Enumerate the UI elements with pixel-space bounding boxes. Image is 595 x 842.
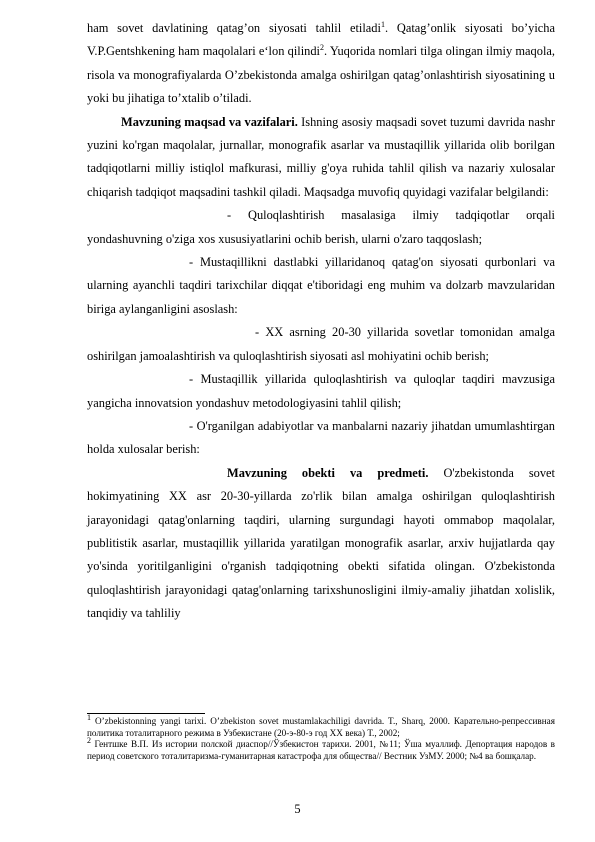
text-run: . Qatag’onlik siyosati bo’yicha V.P.Gentshkening ham maqolalari e‘lon qilindi <box>87 21 555 59</box>
task-item-3: - XX asrning 20-30 yillarida sovetlar tomonidan amalga oshirilgan jamoalashtirish va quloqlashtirish siyosati asl mohiyatini ochib berish; <box>87 325 555 363</box>
footnote-1 <box>87 712 555 739</box>
paragraph-goals <box>87 111 555 205</box>
section-heading-goals: Mavzuning maqsad va vazifalari. <box>121 114 298 129</box>
footnote-number: 2 <box>87 736 91 746</box>
footnotes <box>87 712 555 762</box>
task-item-5: - O'rganilgan adabiyotlar va manbalarni nazariy jihatdan umumlashtirgan holda xulosalar berish: <box>87 418 555 457</box>
task-item-2: - Mustaqillikni dastlabki yillaridanoq qatag'on siyosati qurbonlari va ularning ayanchli taqdiri tarixchilar diqqat e'tiboridagi eng muhim va dolzarb mavzularidan biriga aylanganligini asoslash: <box>87 255 555 316</box>
footnote-number: 1 <box>87 712 91 722</box>
task-item-4: - Mustaqillik yillarida quloqlashtirish va quloqlar taqdiri mavzusiga yangicha innovatsion yondashuv metodologiyasini tahlil qilish; <box>87 372 555 410</box>
footnote-text: O’zbekistonning yangi tarixi. O’zbekiston sovet mustamlakachiligi davrida. T., Sharq, 2000. Карательно-репрессивная политика тоталитарного режима в Узбекистане (20-э-80-э год ХХ века) Т., 2002; <box>87 716 555 738</box>
paragraph-object <box>87 462 555 626</box>
paragraph-intro <box>87 17 555 111</box>
document-body <box>87 17 555 626</box>
section-heading-object: Mavzuning obekti va predmeti. <box>227 465 429 480</box>
footnote-text: Гентшке В.П. Из истории полской диаспор//Ўзбекистон тарихи. 2001, №11; Ўша муаллиф. Депортация народов в период советского тоталитаризма-гуманитарная катастрофа для общества// Вестник УзМУ. 2000; №4 ва бошқалар. <box>87 739 555 761</box>
footnote-ref-2[interactable]: 2 <box>320 43 324 53</box>
footnote-divider <box>87 713 205 714</box>
page-number: 5 <box>294 802 301 816</box>
text-run: O'zbekistonda sovet hokimyatining XX asr 20-30-yillarda zo'rlik bilan amalga oshirilgan quloqlashtirish jarayonidagi qatag'onlarning taqdiri, ularning surgundagi hayoti ommabop maqolalar, publitistik asarlar, mustaqillik yillarida yaratilgan monografik asarlar, arxiv hujjatlarda qay yo'sinda yoritilganligini o'rganish tadqiqotning obekti sifatida olingan. O'zbekistonda quloqlashtirish jarayonidagi qatag'onlarning tarixshunosligini ilmiy-amaliy jihatdan xolislik, tanqidiy va tahliliy <box>87 465 555 621</box>
task-item-1: - Quloqlashtirish masalasiga ilmiy tadqiqotlar orqali yondashuvning o'ziga xos xususiyatlarini ochib berish, ularni o'zaro taqqoslash; <box>87 208 555 246</box>
text-run: ham sovet davlatining qatag’on siyosati tahlil etiladi <box>87 21 381 35</box>
footnote-ref-1[interactable]: 1 <box>380 19 385 29</box>
footnote-2 <box>87 736 555 762</box>
text-run: Ishning asosiy maqsadi sovet tuzumi davrida nashr yuzini ko'rgan maqolalar, jurnallar, monografik asarlar va mustaqillik yillarida olib borilgan tadqiqotlarni milliy istiqlol mafkurasi, milliy g'oya ruhida tahlil qilish va nazariy xulosalar chiqarish tadqiqot maqsadini tashkil qiladi. Maqsadga muvofiq quyidagi vazifalar belgilandi: <box>87 114 555 199</box>
text-run: . Yuqorida nomlari tilga olingan ilmiy maqola, risola va monografiyalarda O’zbekistonda amalga oshirilgan qatag’onlashtirish siyosatining u yoki bu jihatiga to’xtalib o’tiladi. <box>87 44 555 106</box>
